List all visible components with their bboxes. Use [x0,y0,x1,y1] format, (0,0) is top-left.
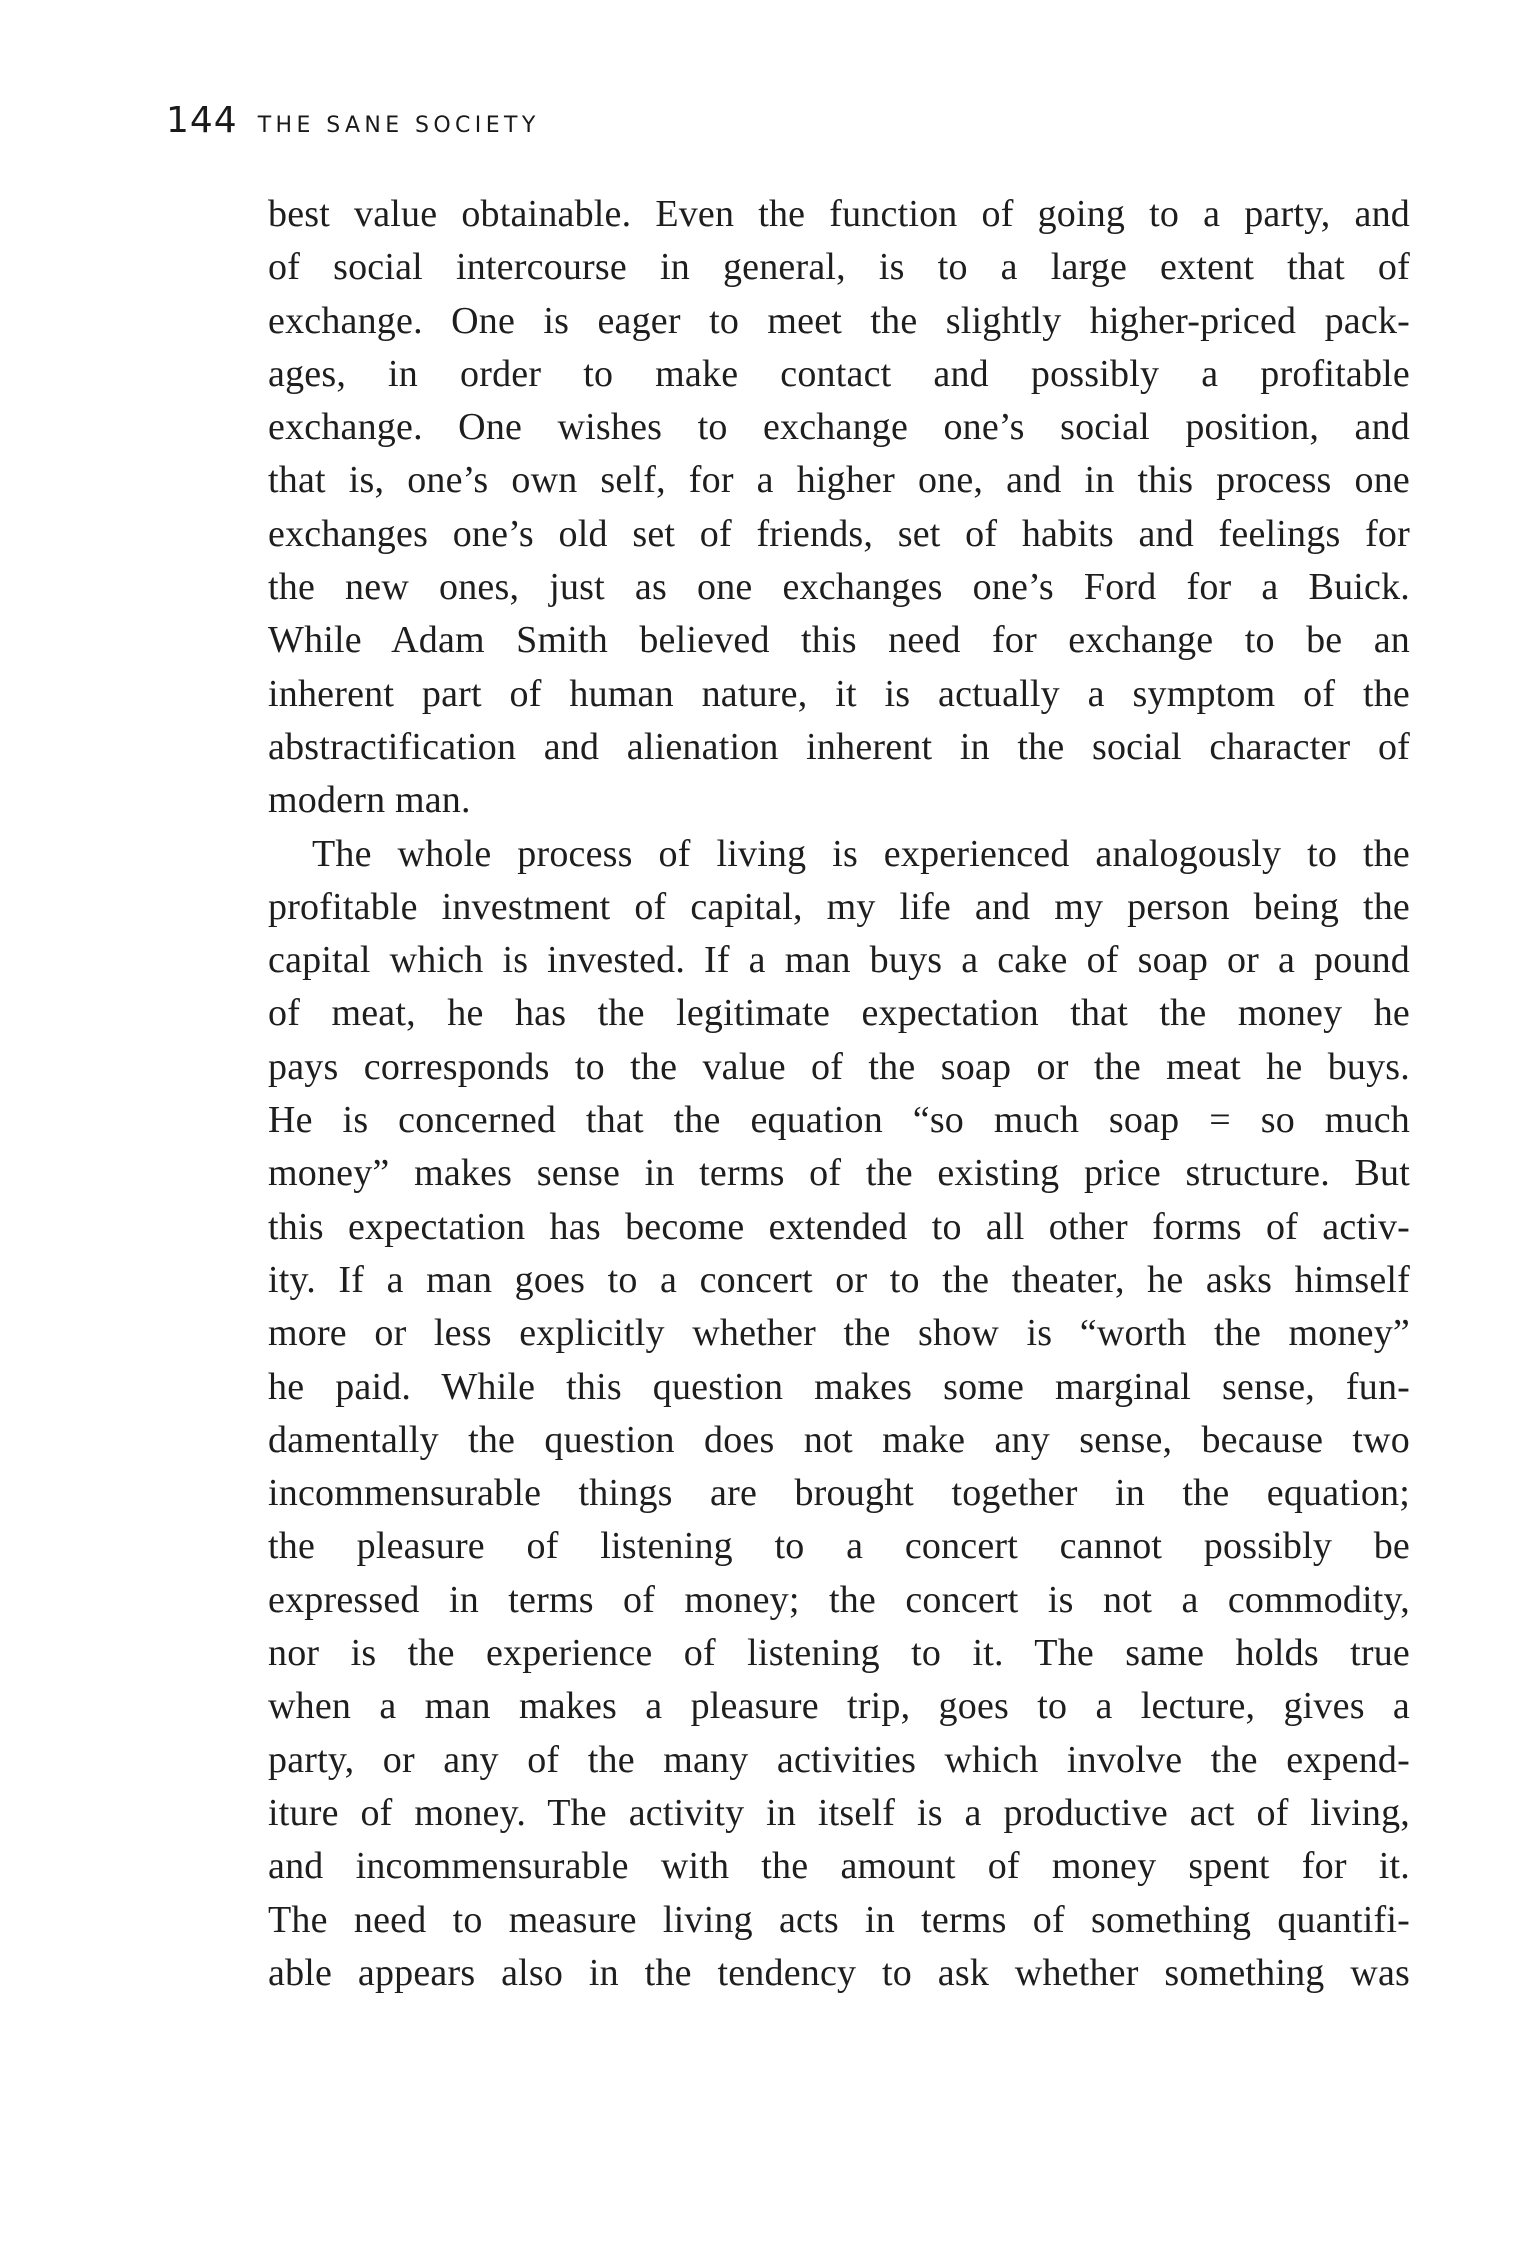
text-line: and incommensurable with the amount of money spent for it. [268,1845,1410,1888]
page-number: 144 [166,100,238,141]
text-line: While Adam Smith believed this need for exchange to be an [268,619,1410,662]
text-line: this expectation has become extended to all other forms of activ- [268,1205,1410,1248]
paragraph [268,188,1410,828]
book-title: THE SANE SOCIETY [257,113,540,138]
text-line: The whole process of living is experienced analogously to the [312,832,1410,875]
text-line: nor is the experience of listening to it. The same holds true [268,1632,1410,1675]
text-line: iture of money. The activity in itself is a productive act of living, [268,1791,1410,1834]
text-line: He is concerned that the equation “so much soap = so much [268,1099,1410,1142]
text-line: capital which is invested. If a man buys a cake of soap or a pound [268,939,1410,982]
text-line: profitable investment of capital, my life and my person being the [268,885,1410,928]
text-line: The need to measure living acts in terms of something quantifi- [268,1898,1410,1941]
text-line: incommensurable things are brought together in the equation; [268,1472,1410,1515]
text-line: exchange. One wishes to exchange one’s social position, and [268,406,1410,449]
text-line: inherent part of human nature, it is actually a symptom of the [268,672,1410,715]
text-line: abstractification and alienation inherent in the social character of [268,725,1410,768]
running-head [166,100,540,160]
text-line: the new ones, just as one exchanges one’s Ford for a Buick. [268,566,1410,609]
text-line: that is, one’s own self, for a higher one, and in this process one [268,459,1410,502]
text-line: best value obtainable. Even the function of going to a party, and [268,193,1410,235]
text-line: when a man makes a pleasure trip, goes to a lecture, gives a [268,1685,1410,1728]
text-line: damentally the question does not make any sense, because two [268,1418,1410,1461]
text-line: able appears also in the tendency to ask whether something was [268,1951,1410,1994]
text-line: more or less explicitly whether the show is “worth the money” [268,1312,1410,1355]
text-line: expressed in terms of money; the concert is not a commodity, [268,1578,1410,1621]
paragraph [268,828,1410,2001]
text-line: he paid. While this question makes some marginal sense, fun- [268,1365,1410,1408]
text-line: pays corresponds to the value of the soap or the meat he buys. [268,1045,1410,1088]
text-line: ity. If a man goes to a concert or to the theater, he asks himself [268,1258,1410,1301]
text-line: exchanges one’s old set of friends, set of habits and feelings for [268,512,1410,555]
text-line: of meat, he has the legitimate expectation that the money he [268,992,1410,1035]
text-line: of social intercourse in general, is to a large extent that of [268,246,1410,289]
body-text [268,188,1410,2000]
text-line: party, or any of the many activities which involve the expend- [268,1738,1410,1781]
text-line: ages, in order to make contact and possibly a profitable [268,352,1410,395]
text-line: the pleasure of listening to a concert cannot possibly be [268,1525,1410,1568]
text-line: money” makes sense in terms of the existing price structure. But [268,1152,1410,1195]
text-line: modern man. [268,779,471,822]
text-line: exchange. One is eager to meet the slightly higher-priced pack- [268,299,1410,342]
